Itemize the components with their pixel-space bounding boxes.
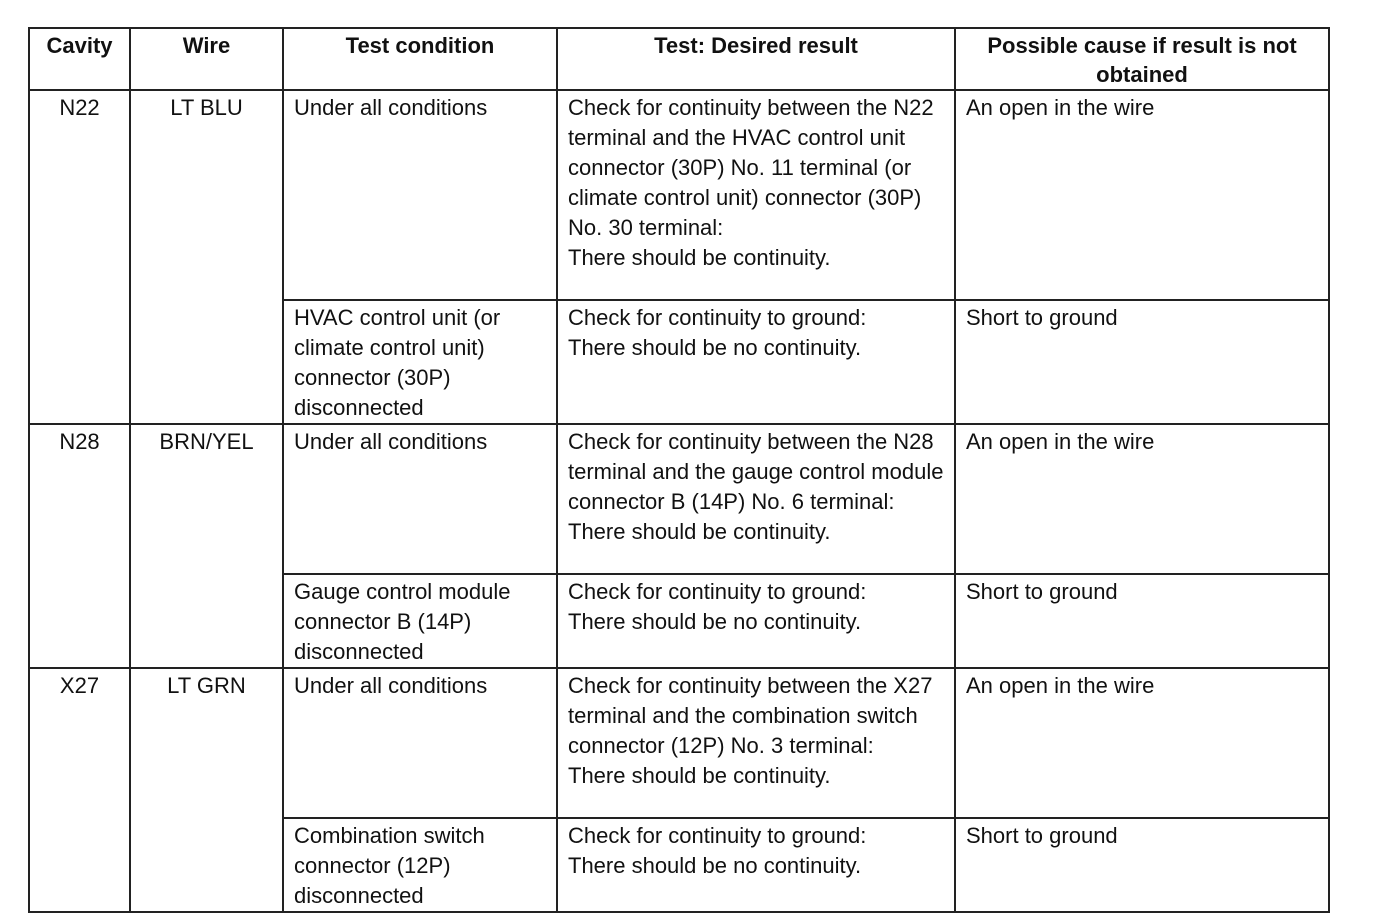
test-condition-cell: Under all conditions <box>283 90 557 300</box>
header-test-condition: Test condition <box>283 28 557 90</box>
table-row <box>29 424 1329 574</box>
desired-result-cell: Check for continuity between the N28 terminal and the gauge control module connector B (14P) No. 6 terminal: There should be continuity. <box>557 424 955 574</box>
test-condition-cell: HVAC control unit (or climate control unit) connector (30P) disconnected <box>283 300 557 424</box>
cavity-cell: N22 <box>29 90 130 424</box>
wire-cell: BRN/YEL <box>130 424 283 668</box>
continuity-test-table <box>28 27 1330 913</box>
test-condition-cell: Combination switch connector (12P) disconnected <box>283 818 557 912</box>
desired-result-cell: Check for continuity to ground: There should be no continuity. <box>557 818 955 912</box>
wire-cell: LT BLU <box>130 90 283 424</box>
desired-result-cell: Check for continuity between the N22 terminal and the HVAC control unit connector (30P) No. 11 terminal (or climate control unit) connector (30P) No. 30 terminal: There should be continuity. <box>557 90 955 300</box>
header-desired-result: Test: Desired result <box>557 28 955 90</box>
possible-cause-cell: Short to ground <box>955 574 1329 668</box>
cavity-cell: N28 <box>29 424 130 668</box>
cavity-cell: X27 <box>29 668 130 912</box>
table-row <box>29 90 1329 300</box>
table-row <box>29 668 1329 818</box>
header-wire: Wire <box>130 28 283 90</box>
test-condition-cell: Under all conditions <box>283 668 557 818</box>
possible-cause-cell: An open in the wire <box>955 424 1329 574</box>
desired-result-cell: Check for continuity to ground: There should be no continuity. <box>557 574 955 668</box>
test-condition-cell: Gauge control module connector B (14P) disconnected <box>283 574 557 668</box>
header-cavity: Cavity <box>29 28 130 90</box>
possible-cause-cell: Short to ground <box>955 300 1329 424</box>
possible-cause-cell: An open in the wire <box>955 90 1329 300</box>
wire-cell: LT GRN <box>130 668 283 912</box>
desired-result-cell: Check for continuity to ground: There should be no continuity. <box>557 300 955 424</box>
header-row <box>29 28 1329 90</box>
possible-cause-cell: An open in the wire <box>955 668 1329 818</box>
header-possible-cause: Possible cause if result is not obtained <box>955 28 1329 90</box>
desired-result-cell: Check for continuity between the X27 terminal and the combination switch connector (12P) No. 3 terminal: There should be continuity. <box>557 668 955 818</box>
test-condition-cell: Under all conditions <box>283 424 557 574</box>
possible-cause-cell: Short to ground <box>955 818 1329 912</box>
